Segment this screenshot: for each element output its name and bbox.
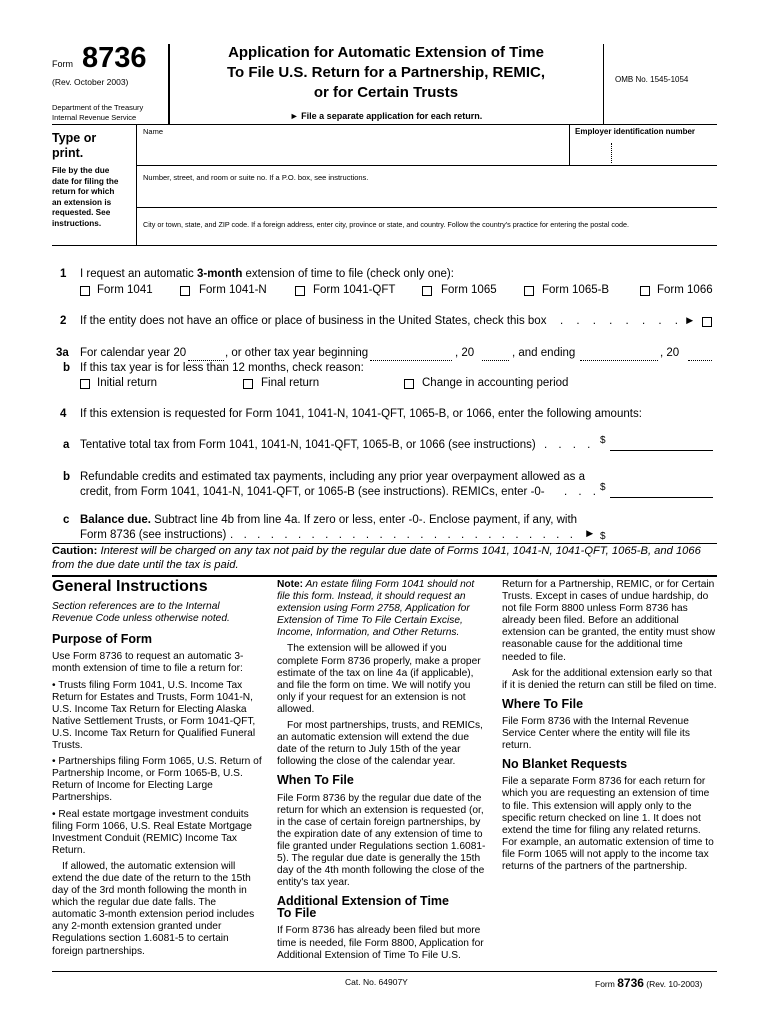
line2-leader-dots: . . . . . . . .	[560, 315, 683, 327]
tax-year-beginning-field[interactable]	[370, 348, 452, 361]
line4c-text-line2: Form 8736 (see instructions)	[80, 529, 227, 541]
line4b-leader-dots: . . .	[564, 486, 600, 498]
checkbox-form-1041-qft[interactable]	[295, 286, 305, 296]
catalog-number: Cat. No. 64907Y	[345, 977, 408, 987]
instructions-column-2	[277, 579, 487, 966]
form-label: Form	[52, 59, 73, 69]
additional-extension-paragraph: If Form 8736 has already been filed but more time is needed, file Form 8800, Application for Additional Extension of Time To File U.S.	[277, 925, 484, 961]
bullet-trusts: • Trusts filing Form 1041, U.S. Income Tax Return for Estates and Trusts, Form 1041-N, U.S. Income Tax Return for Electing Alaska Native Settlement Trusts, or Form 1041-QFT, U.S. Income Tax Return for Qualified Funeral Trusts.	[52, 679, 256, 752]
where-to-file-heading: Where To File	[502, 696, 584, 711]
checkbox-form-1065[interactable]	[422, 286, 432, 296]
caution-note: Caution: Interest will be charged on any tax not paid by the regular due date of Forms 1041, 1041-N, 1041-QFT, 1065-B, and 1066 from the due date until the tax is paid.	[52, 545, 701, 571]
separate-application-note: ► File a separate application for each return.	[289, 111, 483, 121]
line4c-arrow-icon: ►	[584, 528, 596, 540]
option-final-return: Final return	[261, 377, 320, 389]
line3a-tax-year-beginning-label: , or other tax year beginning	[225, 347, 369, 359]
extension-allowed-paragraph: The extension will be allowed if you complete Form 8736 properly, make a proper estimate of the tax on line 4a (if applicable), and file the form on time. We will notify you only if your request for an extension is not allowed.	[277, 643, 481, 715]
footer-form-label: Form 8736 (Rev. 10-2003)	[595, 976, 703, 990]
ask-early-paragraph: Ask for the additional extension early so that if it is denied the return can still be filed on time.	[502, 667, 717, 691]
street-field-label: Number, street, and room or suite no. If a P.O. box, see instructions.	[143, 173, 369, 182]
option-form-1066: Form 1066	[657, 284, 713, 296]
name-field-label: Name	[143, 127, 164, 136]
purpose-heading: Purpose of Form	[52, 632, 153, 647]
line2-arrow-icon: ►	[684, 315, 696, 327]
checkbox-final-return[interactable]	[243, 379, 253, 389]
no-blanket-requests-heading: No Blanket Requests	[502, 757, 628, 772]
instructions-column-3	[502, 579, 717, 877]
option-form-1041-n: Form 1041-N	[199, 284, 267, 296]
where-to-file-paragraph: File Form 8736 with the Internal Revenue Service Center where the entity will file its return.	[502, 715, 690, 752]
revision-date: (Rev. October 2003)	[52, 77, 129, 87]
line1-text: I request an automatic 3-month extension of time to file (check only one):	[80, 268, 454, 280]
option-change-accounting-period: Change in accounting period	[422, 377, 569, 389]
option-form-1041: Form 1041	[97, 284, 153, 296]
line4a-leader-dots: . . . .	[544, 439, 595, 451]
end-year-field[interactable]	[688, 348, 712, 361]
line4b-dollar-sign: $	[600, 482, 606, 493]
agency-name: Internal Revenue Service	[52, 113, 137, 122]
balance-due-field[interactable]	[610, 528, 713, 542]
file-by-due-date-note: File by the due date for filing the return for which an extension is requested. See instructions.	[52, 166, 119, 228]
additional-extension-heading: Additional Extension of Time To File	[277, 894, 450, 921]
line3a-calendar-year-label: For calendar year 20	[80, 347, 187, 359]
line4c-letter: c	[63, 514, 70, 526]
line4b-letter: b	[63, 471, 71, 483]
omb-number: OMB No. 1545-1054	[615, 75, 689, 84]
line4a-dollar-sign: $	[600, 435, 606, 446]
line3a-ending-label: , and ending	[512, 347, 576, 359]
checkbox-form-1041[interactable]	[80, 286, 90, 296]
option-form-1041-qft: Form 1041-QFT	[313, 284, 396, 296]
line4b-text-line2: credit, from Form 1041, 1041-N, 1041-QFT, or 1065-B (see instructions). REMICs, enter -0-	[80, 486, 545, 498]
option-form-1065: Form 1065	[441, 284, 497, 296]
form-8800-paragraph: Return for a Partnership, REMIC, or for Certain Trusts. Except in cases of undue hardship, do not file Form 8800 unless Form 8736 has already been filed. Before an additional extension can be granted, the entity must show reasonable cause for the additional time needed to file.	[502, 579, 715, 663]
line4c-text-line1: Balance due. Subtract line 4b from line 4a. If zero or less, enter -0-. Enclose payment, if any, with	[80, 514, 578, 526]
begin-year-field[interactable]	[482, 348, 509, 361]
form-title-line2: To File U.S. Return for a Partnership, REMIC,	[226, 64, 546, 81]
calendar-year-field[interactable]	[188, 348, 224, 361]
purpose-paragraph: Use Form 8736 to request an automatic 3-month extension of time to file a return for:	[52, 651, 244, 675]
checkbox-form-1065-b[interactable]	[524, 286, 534, 296]
line4c-dollar-sign: $	[600, 531, 606, 542]
option-form-1065-b: Form 1065-B	[542, 284, 610, 296]
checkbox-initial-return[interactable]	[80, 379, 90, 389]
name-field[interactable]	[138, 137, 566, 163]
form-number: 8736	[82, 42, 147, 74]
department-name: Department of the Treasury	[52, 103, 144, 112]
line1-number: 1	[60, 268, 67, 280]
line4a-text: Tentative total tax from Form 1041, 1041-N, 1041-QFT, 1065-B, or 1066 (see instructions)	[80, 439, 536, 451]
tax-year-ending-field[interactable]	[580, 348, 658, 361]
city-field-label: City or town, state, and ZIP code. If a foreign address, enter city, province or state, and country. Follow the country's practice for entering the postal code.	[143, 220, 629, 229]
form-title-line1: Application for Automatic Extension of Time	[228, 44, 544, 61]
estate-note: Note: An estate filing Form 1041 should not file this form. Instead, it should request an extension using Form 2758, Application for Extension of Time To File Certain Excise, Income, Information, and Other Returns.	[277, 579, 475, 639]
ein-field-label: Employer identification number	[575, 127, 696, 136]
no-blanket-requests-paragraph: File a separate Form 8736 for each return for which you are requesting an extension of time to file. This extension will apply only to the specific return checked on line 1. It does not extend the time for filing any related returns. For example, an automatic extension of time to file Form 1065 will not apply to the income tax returns of the partners of the partnership.	[502, 776, 714, 872]
when-to-file-heading: When To File	[277, 773, 354, 788]
line3a-begin-year-label: , 20	[455, 347, 475, 359]
line3b-letter: b	[63, 362, 71, 374]
due-date-paragraph: For most partnerships, trusts, and REMICs, an automatic extension will extend the due date of the return to July 15th of the year following the close of the calendar year.	[277, 720, 483, 768]
bullet-remics: • Real estate mortgage investment conduits filing Form 1066, U.S. Real Estate Mortgage Investment Conduit (REMIC) Income Tax Return.	[52, 808, 252, 856]
checkbox-form-1041-n[interactable]	[180, 286, 190, 296]
checkbox-form-1066[interactable]	[640, 286, 650, 296]
line3b-text: If this tax year is for less than 12 months, check reason:	[80, 362, 364, 374]
type-or-print-label: Type or print.	[52, 131, 97, 160]
line4-number: 4	[60, 408, 67, 420]
line2-number: 2	[60, 315, 67, 327]
when-to-file-paragraph: File Form 8736 by the regular due date of the return for which an extension is requested (or, in the case of certain foreign partnerships, by the expiration date of any extension of time to file granted under Regulations section 1.6081-5). The regular due date is generally the 15th day of the 4th month following the close of the entity's tax year.	[277, 792, 486, 889]
line4a-letter: a	[63, 439, 70, 451]
general-instructions-heading: General Instructions	[52, 578, 208, 595]
line4-text: If this extension is requested for Form 1041, 1041-N, 1041-QFT, 1065-B, or 1066, enter the following amounts:	[80, 408, 642, 420]
option-initial-return: Initial return	[97, 377, 158, 389]
city-field[interactable]	[138, 230, 716, 244]
instructions-column-1	[52, 579, 262, 962]
line3a-number: 3a	[56, 347, 69, 359]
refundable-credits-field[interactable]	[610, 483, 713, 498]
line3a-end-year-label: , 20	[660, 347, 680, 359]
section-references-note: Section references are to the Internal Revenue Code unless otherwise noted.	[52, 601, 230, 625]
street-field[interactable]	[138, 184, 716, 206]
line4c-leader-dots: . . . . . . . . . . . . . . . . . . . . . . . . . .	[230, 529, 577, 541]
form-title-line3: or for Certain Trusts	[313, 84, 459, 101]
extension-period-paragraph: If allowed, the automatic extension will extend the due date of the return to the 15th day of the 3rd month following the month in which the regular due date falls. The automatic 3-month extension period includes any 2-month extension granted under Regulations section 1.6081-5 to certain foreign partnerships.	[52, 860, 255, 957]
ein-field[interactable]	[571, 137, 716, 163]
line2-text: If the entity does not have an office or place of business in the United States, check this box	[80, 315, 547, 327]
line4b-text-line1: Refundable credits and estimated tax payments, including any prior year overpayment allowed as a	[80, 471, 586, 483]
bullet-partnerships: • Partnerships filing Form 1065, U.S. Return of Partnership Income, or Form 1065-B, U.S. Return of Income for Electing Large Partnerships.	[52, 756, 262, 804]
checkbox-change-accounting-period[interactable]	[404, 379, 414, 389]
checkbox-no-us-office[interactable]	[702, 317, 712, 327]
tentative-tax-field[interactable]	[610, 436, 713, 451]
